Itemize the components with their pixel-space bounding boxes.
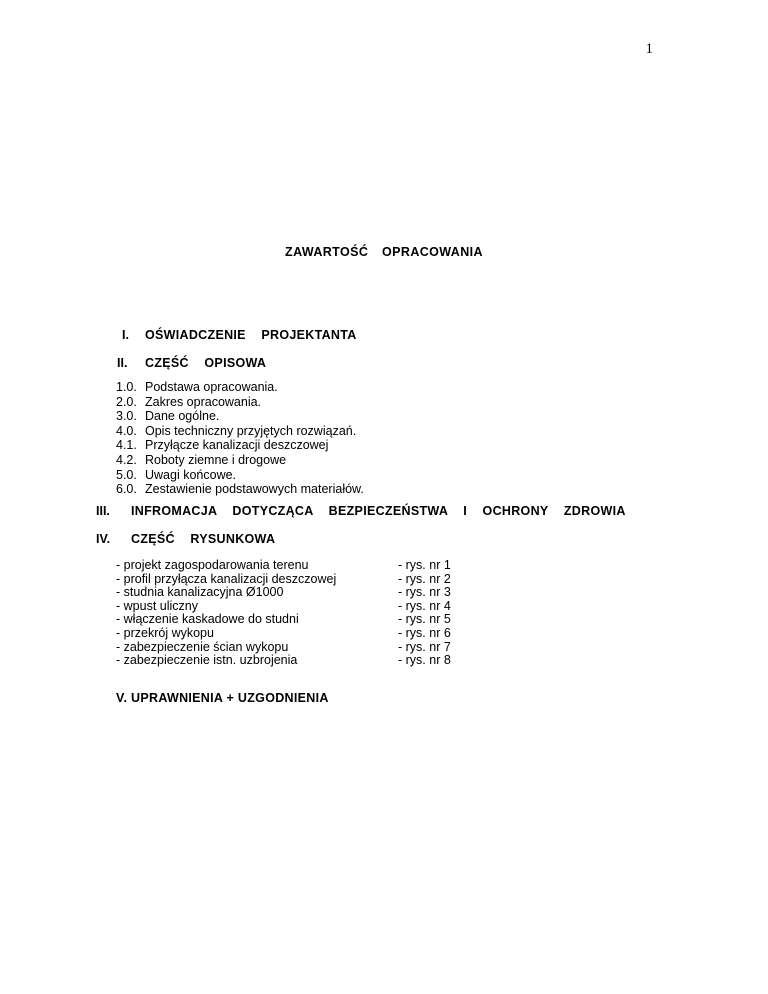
drawing-row xyxy=(116,573,476,587)
section-heading: INFROMACJA DOTYCZĄCA BEZPIECZEŃSTWA I OCHRONY ZDROWIA xyxy=(131,504,626,518)
item-number: 4.2. xyxy=(116,452,137,467)
item-number: 5.0. xyxy=(116,467,137,482)
drawing-row xyxy=(116,586,476,600)
section-number: I. xyxy=(122,328,129,342)
item-number: 6.0. xyxy=(116,482,137,497)
item-text: Zestawienie podstawowych materiałów. xyxy=(145,482,364,497)
item-text: Przyłącze kanalizacji deszczowej xyxy=(145,438,329,453)
page-number: 1 xyxy=(645,41,653,57)
drawing-description: - zabezpieczenie istn. uzbrojenia xyxy=(116,653,298,668)
item-text: Roboty ziemne i drogowe xyxy=(145,452,287,467)
drawing-row xyxy=(116,600,476,614)
drawing-row xyxy=(116,613,476,627)
drawing-reference: - rys. nr 3 xyxy=(398,585,451,600)
section-v-heading: V. UPRAWNIENIA + UZGODNIENIA xyxy=(116,691,329,705)
item-text: Dane ogólne. xyxy=(145,409,220,424)
drawing-description: - włączenie kaskadowe do studni xyxy=(116,612,299,627)
section-number: IV. xyxy=(96,532,111,546)
document-title: ZAWARTOŚĆ OPRACOWANIA xyxy=(285,245,483,259)
item-text: Uwagi końcowe. xyxy=(145,467,237,482)
drawing-description: - wpust uliczny xyxy=(116,598,198,613)
drawing-row xyxy=(116,627,476,641)
drawings-list xyxy=(116,559,476,668)
drawing-reference: - rys. nr 4 xyxy=(398,598,451,613)
item-number: 4.1. xyxy=(116,438,137,453)
item-text: Zakres opracowania. xyxy=(145,394,262,409)
section-heading: CZĘŚĆ RYSUNKOWA xyxy=(131,532,276,546)
drawing-description: - studnia kanalizacyjna Ø1000 xyxy=(116,585,284,600)
section-heading: OŚWIADCZENIE PROJEKTANTA xyxy=(145,328,357,342)
item-number: 2.0. xyxy=(116,394,137,409)
drawing-description: - zabezpieczenie ścian wykopu xyxy=(116,639,289,654)
item-number: 4.0. xyxy=(116,423,137,438)
drawing-reference: - rys. nr 6 xyxy=(398,625,451,640)
section-number: III. xyxy=(96,504,110,518)
drawing-description: - projekt zagospodarowania terenu xyxy=(116,558,309,572)
drawing-row xyxy=(116,559,476,573)
drawing-reference: - rys. nr 8 xyxy=(398,653,451,668)
drawing-description: - profil przyłącza kanalizacji deszczowej xyxy=(116,571,337,586)
drawing-row xyxy=(116,654,476,668)
drawing-reference: - rys. nr 5 xyxy=(398,612,451,627)
item-text: Opis techniczny przyjętych rozwiązań. xyxy=(145,423,357,438)
item-number: 3.0. xyxy=(116,409,137,424)
item-number: 1.0. xyxy=(116,380,137,394)
drawing-description: - przekrój wykopu xyxy=(116,625,214,640)
section-number: II. xyxy=(117,356,128,370)
drawing-row xyxy=(116,641,476,655)
section-heading: CZĘŚĆ OPISOWA xyxy=(145,356,267,370)
drawing-reference: - rys. nr 1 xyxy=(398,558,451,572)
drawing-reference: - rys. nr 7 xyxy=(398,639,451,654)
item-text: Podstawa opracowania. xyxy=(145,380,278,394)
drawing-reference: - rys. nr 2 xyxy=(398,571,451,586)
